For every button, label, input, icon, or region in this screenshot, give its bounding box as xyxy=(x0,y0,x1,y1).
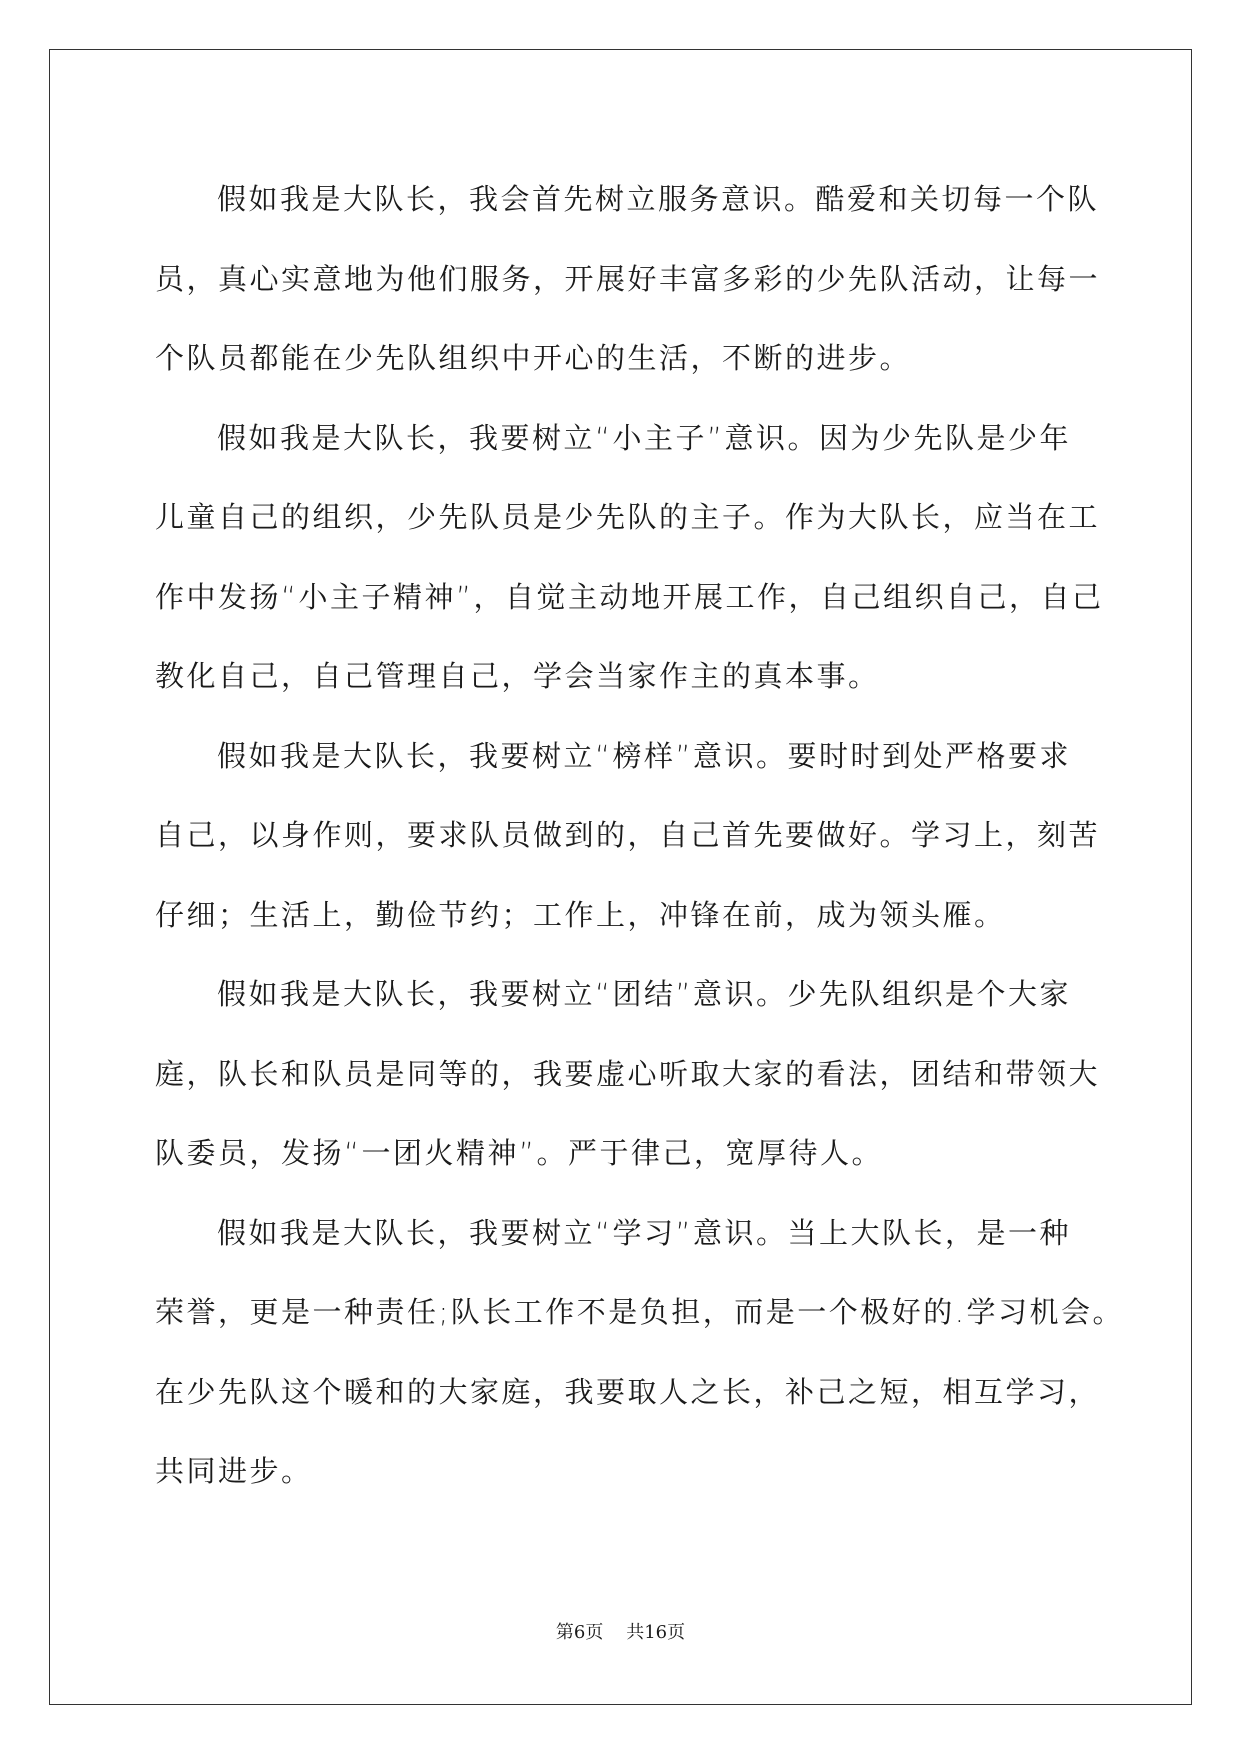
text-line: 在少先队这个暖和的大家庭，我要取人之长，补己之短，相互学习， xyxy=(155,1374,1101,1409)
text-line: 假如我是大队长，我会首先树立服务意识。酷爱和关切每一个队 xyxy=(217,182,1100,216)
page-number: 第6页 xyxy=(555,1622,604,1643)
text-line: 共同进步。 xyxy=(155,1454,313,1488)
text-line: 自己，以身作则，要求队员做到的，自己首先要做好。学习上，刻苦 xyxy=(155,818,1101,852)
text-line: 庭，队长和队员是同等的，我要虚心听取大家的看法，团结和带领大 xyxy=(155,1056,1101,1091)
text-line: 假如我是大队长，我要树立“榜样”意识。要时时到处严格要求 xyxy=(217,738,1072,773)
paragraph-3 xyxy=(155,717,1101,956)
paragraph-4 xyxy=(155,955,1101,1194)
paragraph-2 xyxy=(155,399,1104,717)
text-line: 教化自己，自己管理自己，学会当家作主的真本事。 xyxy=(155,659,880,693)
text-line: 仔细；生活上，勤俭节约；工作上，冲锋在前，成为领头雁。 xyxy=(155,897,1006,932)
page-footer xyxy=(0,1618,1241,1644)
text-line: 个队员都能在少先队组织中开心的生活，不断的进步。 xyxy=(155,341,912,375)
text-line: 假如我是大队长，我要树立“团结”意识。少先队组织是个大家 xyxy=(217,977,1072,1011)
text-line: 儿童自己的组织，少先队员是少先队的主子。作为大队长，应当在工 xyxy=(155,500,1101,534)
text-line: 假如我是大队长，我要树立“学习”意识。当上大队长，是一种 xyxy=(217,1215,1072,1250)
text-line: 荣誉，更是一种责任;队长工作不是负担，而是一个极好的.学习机会。 xyxy=(155,1295,1124,1329)
text-line: 员，真心实意地为他们服务，开展好丰富多彩的少先队活动，让每一 xyxy=(155,261,1101,296)
text-line: 假如我是大队长，我要树立“小主子”意识。因为少先队是少年 xyxy=(217,420,1072,455)
text-line: 作中发扬“小主子精神”，自觉主动地开展工作，自己组织自己，自己 xyxy=(155,579,1104,614)
document-body xyxy=(155,160,1124,1512)
paragraph-1 xyxy=(155,160,1101,399)
text-line: 队委员，发扬“一团火精神”。严于律己，宽厚待人。 xyxy=(155,1136,884,1170)
page-total: 共16页 xyxy=(626,1622,686,1643)
paragraph-5 xyxy=(155,1194,1124,1512)
